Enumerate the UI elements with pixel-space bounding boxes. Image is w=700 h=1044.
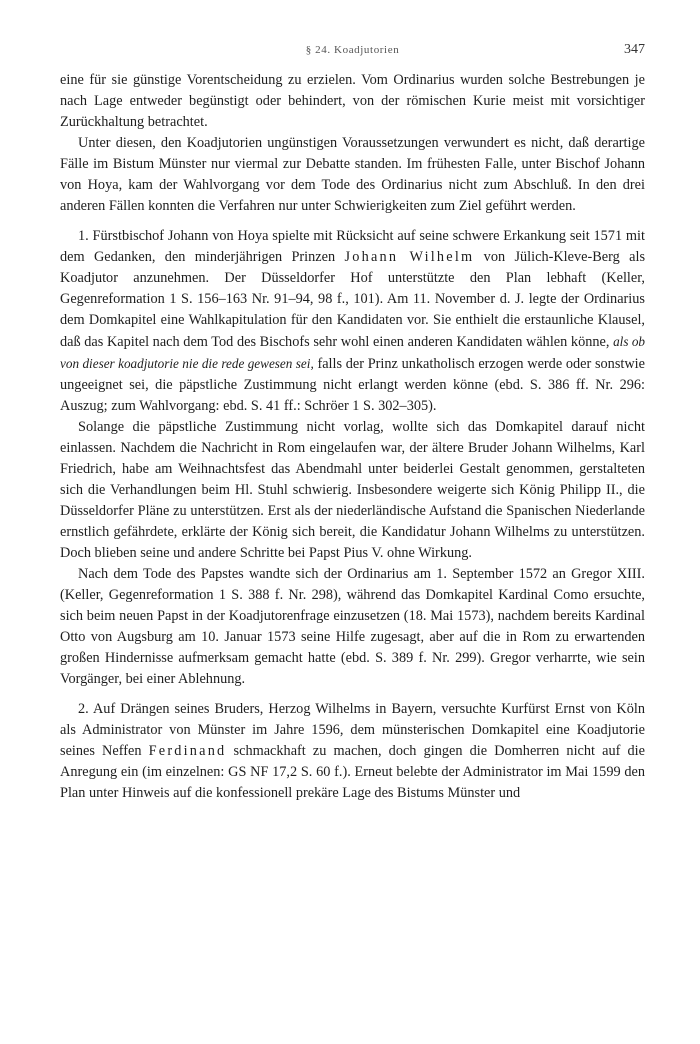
- section-1-text-b: von Jülich-Kleve-Berg als Koadjutor anzunehmen. Der Düsseldorfer Hof unterstützte den Plan lebhaft (Keller, Gegenreformation 1 S. 156–163 Nr. 91–94, 98 f., 101). Am 11. November d. J. legte der Ordinarius dem Domkapitel eine Wahlkapitulation für den Kandidaten vor. Sie enthielt die erstaunliche Klausel, daß das Kapitel nach dem Tod des Bischofs sehr wohl einen anderen Kandidaten wählen könne,: [60, 249, 646, 350]
- paragraph-gregory: Nach dem Tode des Papstes wandte sich der Ordinarius am 1. September 1572 an Gregor XIII. (Keller, Gegenreformation 1 S. 388 f. Nr. 298), während das Domkapitel Kardinal Como ersuchte, sich beim neuen Papst in der Koadjutorenfrage einzusetzen (18. Mai 1573), nachdem bereits Kardinal Otto von Augsburg am 10. Januar 1573 seine Hilfe zugesagt, aber auf die in Rom zu erwartenden großen Hindernisse aufmerksam gemacht hatte (ebd. S. 389 f. Nr. 299). Gregor verharrte, wie sein Vorgänger, bei einer Ablehnung.: [60, 566, 645, 687]
- quoted-clause: als ob von dieser koadjutorie nie die rede gewesen sei,: [60, 334, 646, 371]
- person-name-ferdinand: Ferdinand: [148, 743, 227, 759]
- paragraph-intro: Unter diesen, den Koadjutorien ungünstigen Voraussetzungen verwundert es nicht, daß derartige Fälle im Bistum Münster nur viermal zur Debatte standen. Im frühesten Falle, unter Bischof Johann von Hoya, kam der Wahlvorgang vor dem Tode des Ordinarius nicht zum Abschluß. In den drei anderen Fällen konnten die Verfahren nur unter Schwierigkeiten zum Ziel geführt werden.: [60, 135, 645, 214]
- paragraph-papal-consent: Solange die päpstliche Zustimmung nicht vorlag, wollte sich das Domkapitel darauf nicht einlassen. Nachdem die Nachricht in Rom eingelaufen war, der ältere Bruder Johann Wilhelms, Karl Friedrich, habe am Weihnachtsfest das Abendmahl unter beiderlei Gestalt genommen, gerstalteten sich die Verhandlungen beim Hl. Stuhl schwierig. Insbesondere weigerte sich König Philipp II., die Düsseldorfer Pläne zu unterstützen. Erst als der niederländische Aufstand die Spanischen Niederlande ernstlich gefährdete, erklärte der König sich bereit, die Kandidatur Johann Wilhelms zu unterstützen. Doch blieben seine und andere Schritte bei Papst Pius V. ohne Wirkung.: [60, 419, 645, 561]
- paragraph-continuation: eine für sie günstige Vorentscheidung zu erzielen. Vom Ordinarius wurden solche Bestrebungen je nach Lage entweder begünstigt oder behindert, von der römischen Kurie meist mit vorsichtiger Zurückhaltung betrachtet.: [60, 72, 645, 130]
- person-name-johann-wilhelm: Johann Wilhelm: [344, 249, 475, 265]
- section-2-text-a: 2. Auf Drängen seines Bruders, Herzog Wilhelms in Bayern, versuchte Kurfürst Ernst von Köln als Administrator von Münster im Jahre 1596, dem münsterischen Domkapitel eine Koadjutorie seines Neffen: [60, 701, 645, 759]
- section-2-text-b: schmackhaft zu machen, doch gingen die Domherren nicht auf die Anregung ein (im einzelnen: GS NF 17,2 S. 60 f.). Erneut belebte der Administrator im Mai 1599 den Plan unter Hinweis auf die konfessionell prekäre Lage des Bistums Münster und: [60, 743, 645, 801]
- section-1-text-a: 1. Fürstbischof Johann von Hoya spielte mit Rücksicht auf seine schwere Erkankung seit 1571 mit dem Gedanken, den minderjährigen Prinzen: [60, 228, 645, 265]
- page-number: 347: [624, 42, 645, 57]
- running-title: § 24. Koadjutorien: [305, 44, 400, 56]
- body-text: [60, 70, 645, 804]
- page-header: [60, 42, 645, 62]
- section-1-text-c: falls der Prinz unkatholisch erzogen werde oder sonstwie ungeeignet sei, die päpstliche Zustimmung nicht erlangt werden könne (ebd. S. 386 ff. Nr. 296: Auszug; zum Wahlvorgang: ebd. S. 41 ff.: Schröer 1 S. 302–305).: [60, 356, 646, 414]
- paragraph-section-2: [60, 699, 645, 804]
- paragraph-section-1: [60, 226, 645, 417]
